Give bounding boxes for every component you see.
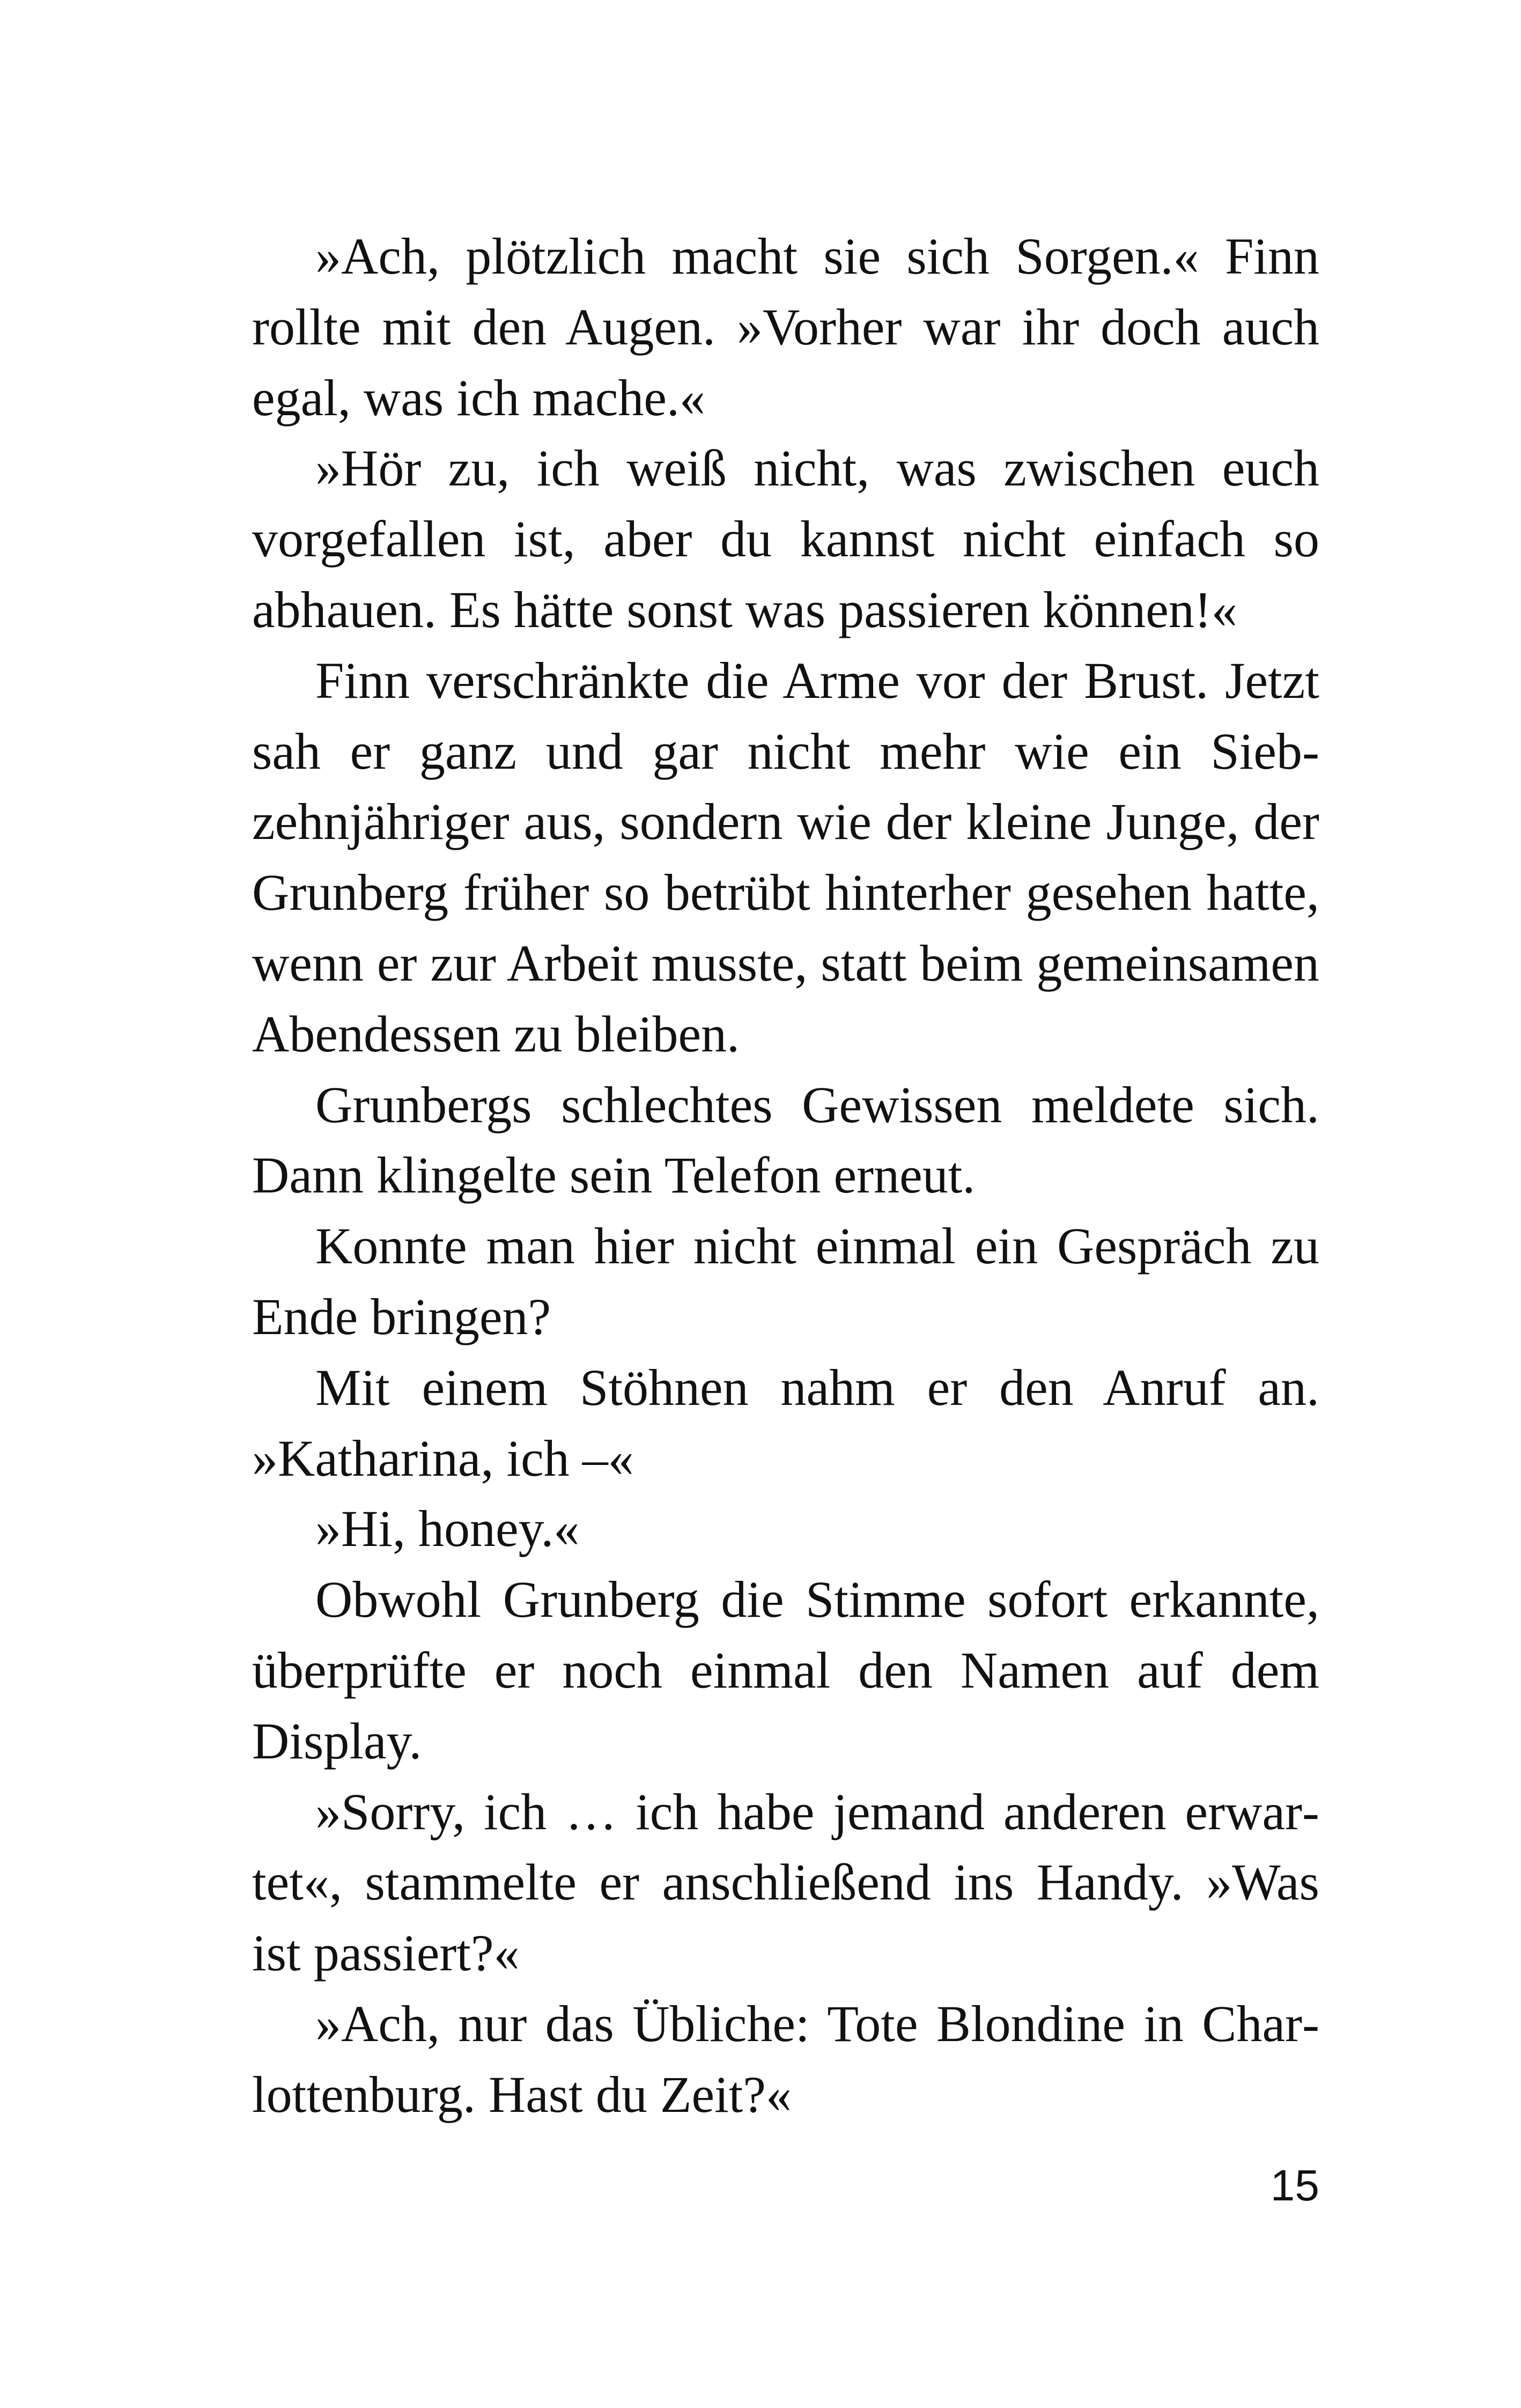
paragraph-2: »Hör zu, ich weiß nicht, was zwischen euch vorgefallen ist, aber du kannst nicht einfach so abhauen. Es hätte sonst was passieren können!« bbox=[252, 439, 1319, 638]
paragraph-1: »Ach, plötzlich macht sie sich Sorgen.« Finn rollte mit den Augen. »Vorher war ihr doch auch egal, was ich mache.« bbox=[252, 227, 1319, 426]
page-number: 15 bbox=[1270, 2161, 1319, 2210]
paragraph-5: Konnte man hier nicht einmal ein Gespräch zu Ende bringen? bbox=[252, 1217, 1319, 1345]
paragraph-6: Mit einem Stöhnen nahm er den Anruf an. »Katharina, ich –« bbox=[252, 1358, 1319, 1487]
paragraph-4: Grunbergs schlechtes Gewissen meldete sich. Dann klingelte sein Telefon erneut. bbox=[252, 1076, 1319, 1204]
paragraph-9: »Sorry, ich … ich habe jemand anderen erwartet«, stammelte er anschließend ins Handy. »Was ist passiert?« bbox=[252, 1783, 1319, 1982]
paragraph-7: »Hi, honey.« bbox=[315, 1500, 580, 1558]
paragraph-8: Obwohl Grunberg die Stimme sofort erkannte, überprüfte er noch einmal den Namen auf dem Display. bbox=[252, 1571, 1319, 1770]
paragraph-3: Finn verschränkte die Arme vor der Brust. Jetzt sah er ganz und gar nicht mehr wie ein Siebzehnjähriger aus, sondern wie der kleine Junge, der Grunberg früher so betrübt hinterher gesehen hatte, wenn er zur Arbeit musste, statt beim gemeinsamen Abendessen zu bleiben. bbox=[252, 651, 1319, 1063]
paragraph-10: »Ach, nur das Übliche: Tote Blondine in Charlottenburg. Hast du Zeit?« bbox=[252, 1994, 1319, 2123]
body-text bbox=[252, 221, 1319, 2130]
